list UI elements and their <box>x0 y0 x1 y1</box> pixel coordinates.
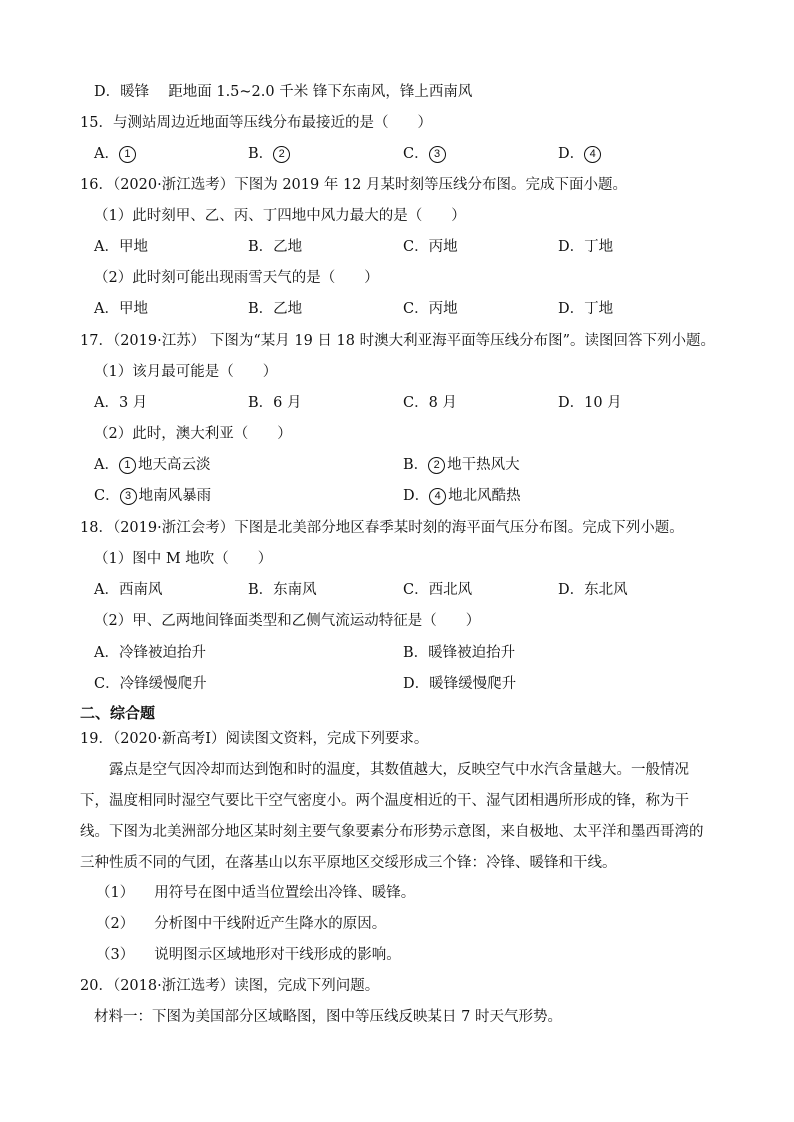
q19-item-3: （3） 说明图示区域地形对干线形成的影响。 <box>96 947 401 963</box>
option-c: C．丙地 <box>403 301 458 317</box>
option-c: C． 3 地南风暴雨 <box>94 488 212 504</box>
q15-option-d: D． 4 <box>558 144 603 164</box>
option-c: C．冷锋缓慢爬升 <box>94 676 207 692</box>
q20-material-1: 材料一：下图为美国部分区域略图，图中等压线反映某日 7 时天气形势。 <box>94 1009 562 1025</box>
option-d: D．10 月 <box>558 395 622 411</box>
section-title: 二、综合题 <box>80 704 156 722</box>
circled-number-icon: 3 <box>429 146 446 163</box>
option-b: B．东南风 <box>248 582 317 598</box>
q17-sub2: （2）此时，澳大利亚（ ） <box>94 426 292 442</box>
option-c: C．丙地 <box>403 239 458 255</box>
option-a: A．西南风 <box>94 582 163 598</box>
option-b: B．暖锋被迫抬升 <box>403 645 516 661</box>
q18-stem: 18．（2019·浙江会考）下图是北美部分地区春季某时刻的海平面气压分布图。完成下列小题。 <box>80 520 684 536</box>
option-a: A．甲地 <box>94 239 148 255</box>
circled-number-icon: 1 <box>119 146 136 163</box>
circled-number-icon: 4 <box>429 488 446 505</box>
q19-item-1: （1） 用符号在图中适当位置绘出冷锋、暖锋。 <box>96 885 416 901</box>
option-a: A． 1 地天高云淡 <box>94 457 211 473</box>
q19-stem: 19．（2020·新高考Ⅰ）阅读图文资料，完成下列要求。 <box>80 731 429 747</box>
q20-stem: 20．（2018·浙江选考）读图，完成下列问题。 <box>80 978 380 994</box>
option-a: A．甲地 <box>94 301 148 317</box>
option-c: C．8 月 <box>403 395 457 411</box>
q19-paragraph: 露点是空气因冷却而达到饱和时的温度，其数值越大，反映空气中水汽含量越大。一般情况下，温度相同时湿空气要比干空气密度小。两个温度相近的干、湿气团相遇所形成的锋，称为干线。下图为北美洲部分地区某时刻主要气象要素分布形势示意图，来自极地、太平洋和墨西哥湾的三种性质不同的气团，在落基山以东平原地区交绥形成三个锋：冷锋、暖锋和干线。 <box>80 762 704 871</box>
option-a: A．3 月 <box>94 395 148 411</box>
option-d: D．东北风 <box>558 582 628 598</box>
option-c: C．西北风 <box>403 582 473 598</box>
q18-sub1: （1）图中 M 地吹（ ） <box>94 551 273 567</box>
q16-stem: 16．（2020·浙江选考）下图为 2019 年 12 月某时刻等压线分布图。完成下面小题。 <box>80 177 627 193</box>
option-b: B．乙地 <box>248 301 303 317</box>
circled-number-icon: 2 <box>428 457 445 474</box>
q17-sub1: （1）该月最可能是（ ） <box>94 364 278 380</box>
q15-stem: 15．与测站周边近地面等压线分布最接近的是（ ） <box>80 115 432 131</box>
option-d: D．丁地 <box>558 301 614 317</box>
option-d: D． 4 地北风酷热 <box>403 488 521 504</box>
q16-sub2: （2）此时刻可能出现雨雪天气的是（ ） <box>94 270 379 286</box>
option-b: B．乙地 <box>248 239 303 255</box>
circled-number-icon: 4 <box>584 146 601 163</box>
circled-number-icon: 3 <box>120 488 137 505</box>
q17-stem: 17．（2019·江苏） 下图为“某月 19 日 18 时澳大利亚海平面等压线分布图”。读图回答下列小题。 <box>80 333 715 349</box>
q18-sub2: （2）甲、乙两地间锋面类型和乙侧气流运动特征是（ ） <box>94 613 481 629</box>
q19-item-2: （2） 分析图中干线附近产生降水的原因。 <box>96 916 387 932</box>
circled-number-icon: 2 <box>273 146 290 163</box>
option-a: A．冷锋被迫抬升 <box>94 645 206 661</box>
option-d: D．丁地 <box>558 239 614 255</box>
circled-number-icon: 1 <box>119 457 136 474</box>
option-d: D．暖锋缓慢爬升 <box>403 676 517 692</box>
option-b: B． 2 地干热风大 <box>403 457 520 473</box>
q16-sub1: （1）此时刻甲、乙、丙、丁四地中风力最大的是（ ） <box>94 208 466 224</box>
option-b: B．6 月 <box>248 395 302 411</box>
q15-option-c: C． 3 <box>403 144 448 164</box>
q15-option-a: A． 1 <box>94 144 138 164</box>
q15-option-b: B． 2 <box>248 144 292 164</box>
q14-option-d: D．暖锋 距地面 1.5~2.0 千米 锋下东南风，锋上西南风 <box>94 84 473 100</box>
